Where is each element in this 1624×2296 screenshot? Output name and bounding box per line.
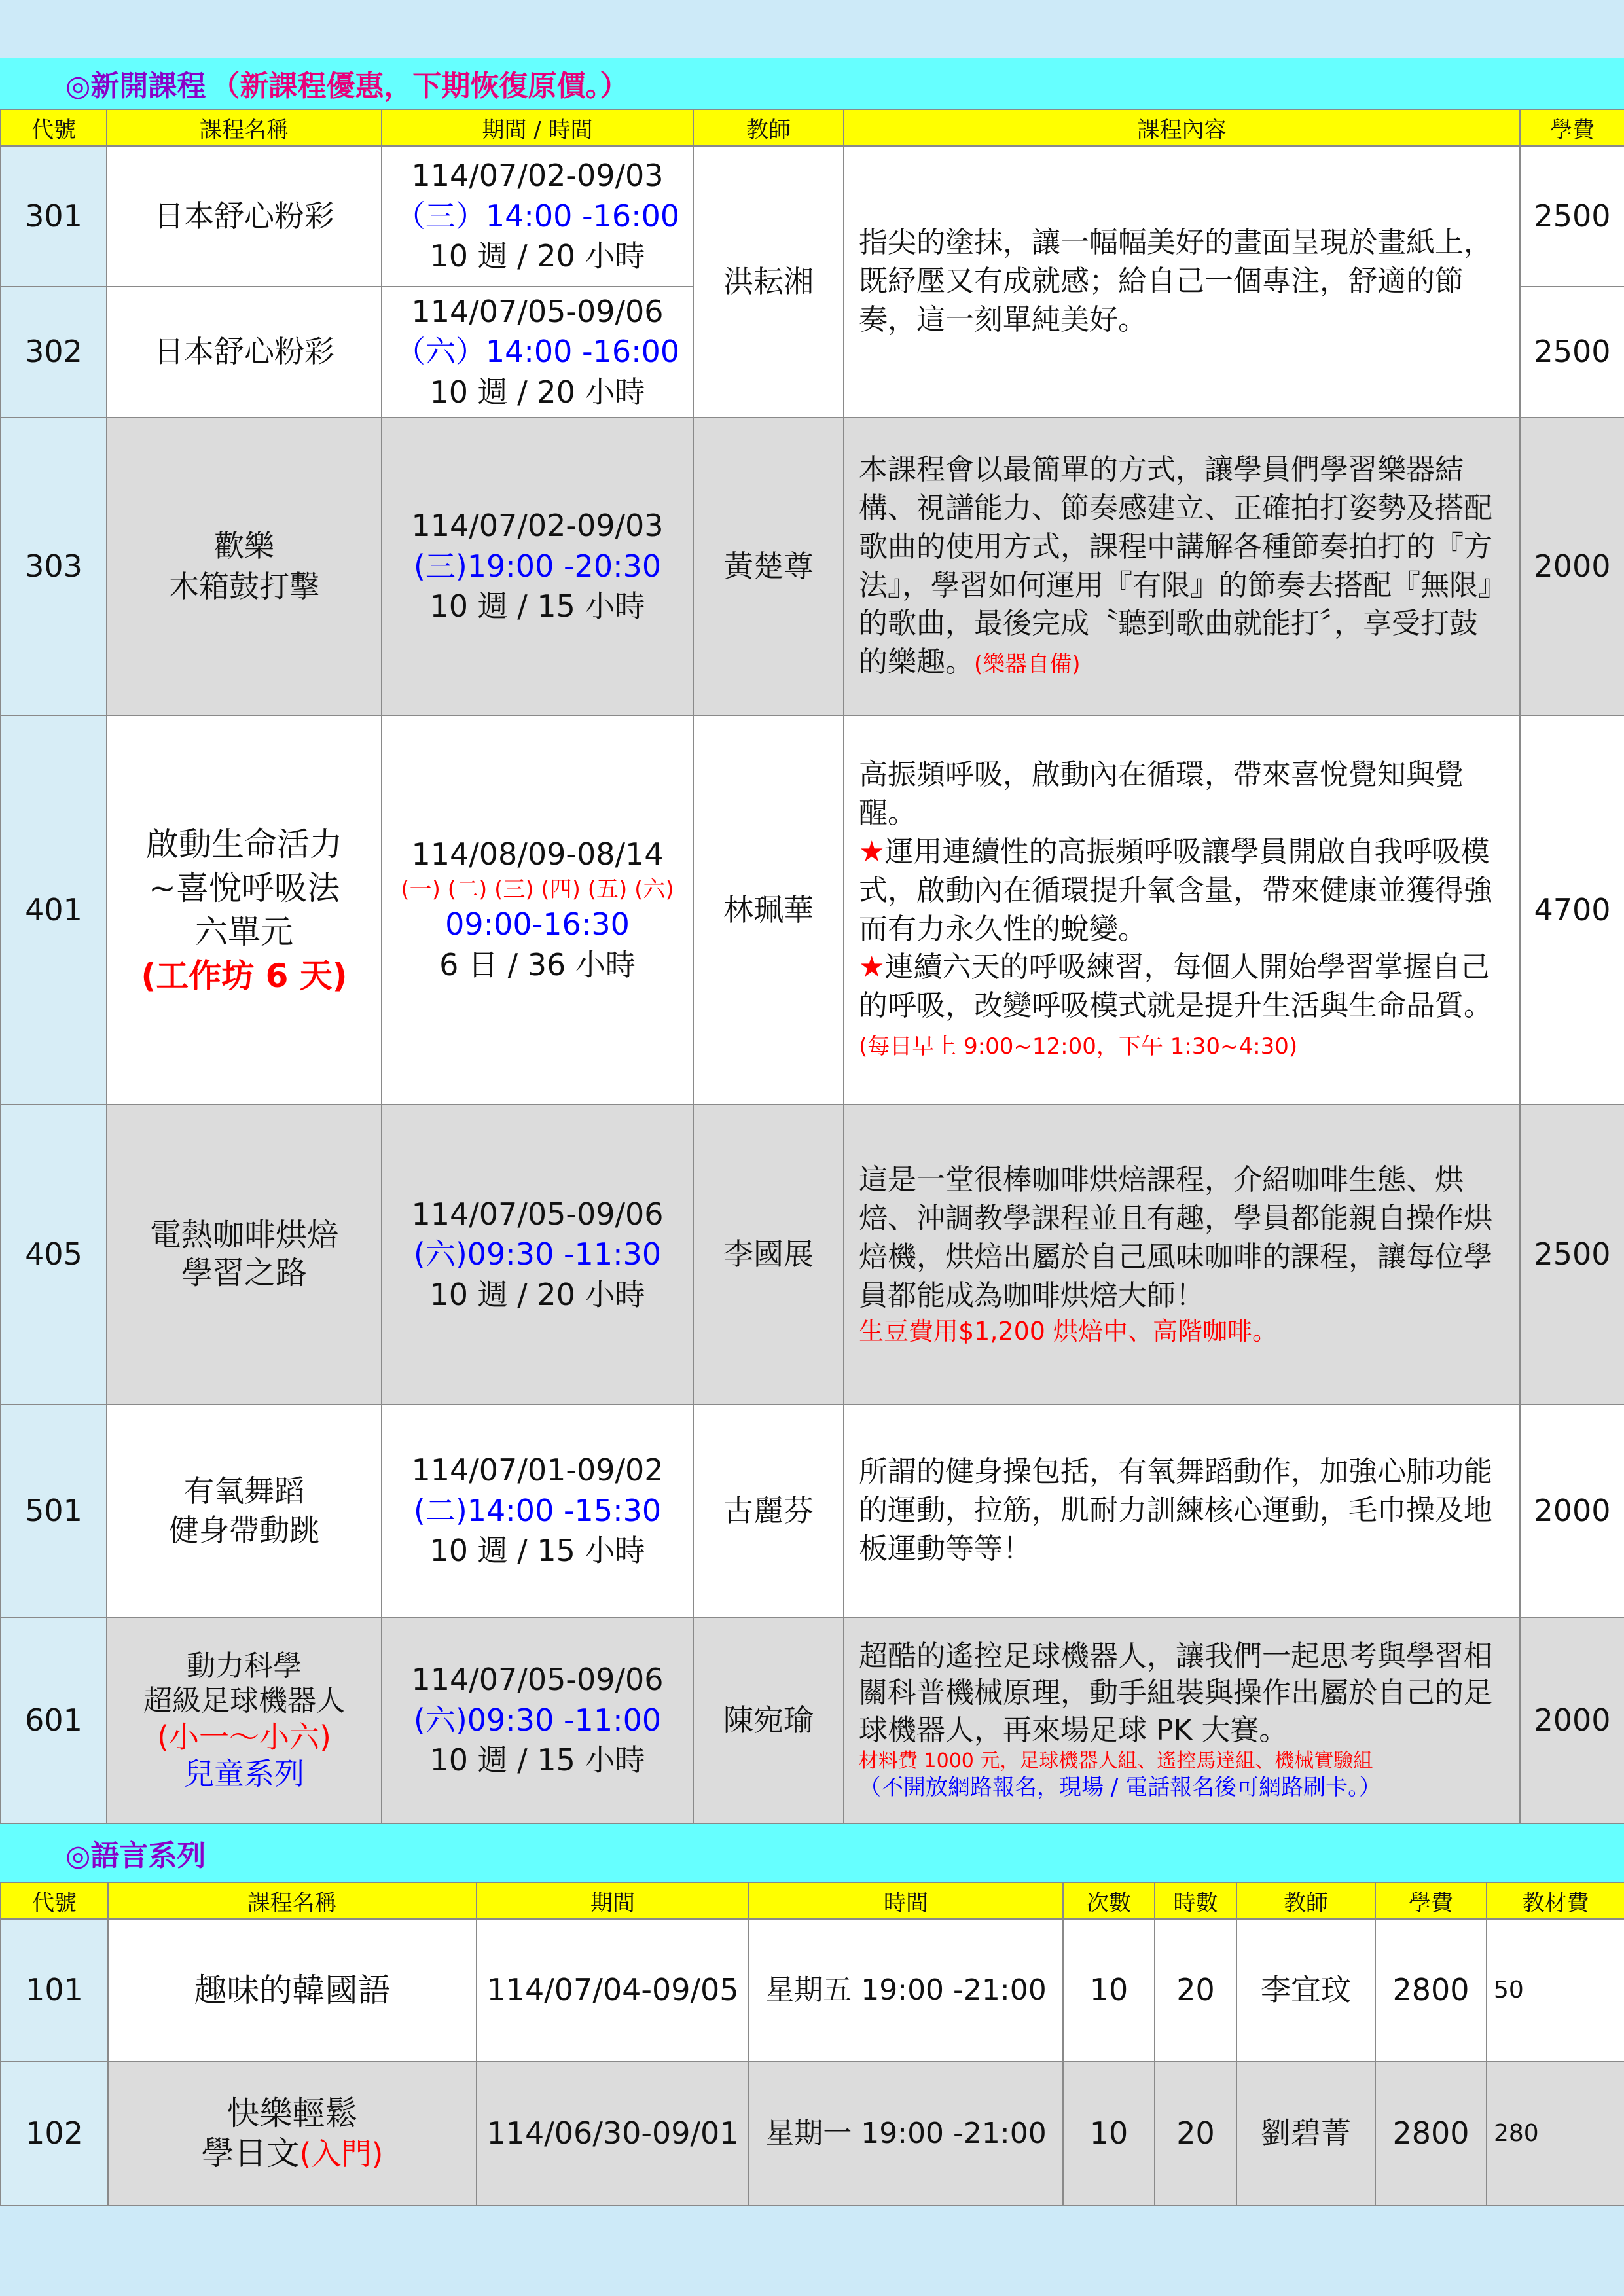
course-name-line: 有氧舞蹈 <box>184 1473 304 1509</box>
course-name-line: 學日文 <box>201 2134 300 2172</box>
section-header-new-courses <box>0 58 1624 109</box>
course-period <box>382 287 693 418</box>
course-content <box>844 418 1520 715</box>
period-dates: 114/07/05-09/06 <box>411 293 664 329</box>
course-period <box>382 146 693 287</box>
period-time: (三)19:00 -20:30 <box>413 548 662 584</box>
course-fee: 2500 <box>1520 146 1624 287</box>
course-period: 114/06/30-09/01 <box>477 2062 749 2206</box>
period-hours: 10 週 / 15 小時 <box>429 1533 645 1569</box>
course-fee: 2500 <box>1520 1105 1624 1405</box>
course-period <box>382 418 693 715</box>
section-note: （新課程優惠，下期恢復原價。） <box>211 69 629 103</box>
course-content <box>844 146 1520 418</box>
table-row <box>1 1105 1624 1405</box>
period-time: （三）14:00 -16:00 <box>395 198 680 234</box>
content-paragraph <box>859 948 1505 1064</box>
col-header-sessions: 次數 <box>1063 1882 1155 1919</box>
course-fee: 2000 <box>1520 1617 1624 1823</box>
course-sessions: 10 <box>1063 2062 1155 2206</box>
star-icon: ★ <box>859 834 885 869</box>
course-name-line: 歡樂 <box>214 528 274 564</box>
period-dates: 114/07/02-09/03 <box>411 158 664 194</box>
course-name-note: (入門) <box>299 2136 384 2172</box>
col-header-fee: 學費 <box>1375 1882 1487 1919</box>
course-content <box>844 1405 1520 1617</box>
col-header-name: 課程名稱 <box>108 1882 477 1919</box>
col-header-teacher: 教師 <box>1236 1882 1375 1919</box>
course-name: 日本舒心粉彩 <box>107 146 382 287</box>
course-fee: 2500 <box>1520 287 1624 418</box>
course-material-fee: 280 <box>1487 2062 1624 2206</box>
course-name-line: 健身帶動跳 <box>169 1512 319 1548</box>
content-text: 這是一堂很棒咖啡烘焙課程，介紹咖啡生態、烘焙、沖調教學課程並且有趣，學員都能親自操作烘焙機，烘焙出屬於自己風味咖啡的課程，讓每位學員都能成為咖啡烘焙大師！ <box>859 1162 1492 1312</box>
course-content <box>844 1617 1520 1823</box>
course-code: 301 <box>1 146 107 287</box>
content-text: 連續六天的呼吸練習，每個人開始學習掌握自己的呼吸，改變呼吸模式就是提升生活與生命品質。 <box>859 950 1492 1023</box>
period-hours: 10 週 / 20 小時 <box>429 374 645 410</box>
period-time: (六)09:30 -11:00 <box>413 1702 662 1738</box>
course-name <box>107 1617 382 1823</box>
period-dates: 114/08/09-08/14 <box>411 836 664 872</box>
col-header-hours: 時數 <box>1155 1882 1236 1919</box>
course-name <box>107 715 382 1105</box>
period-time: 09:00-16:30 <box>445 906 630 942</box>
table-header-row <box>1 109 1624 146</box>
table-row <box>1 418 1624 715</box>
period-time: (六)09:30 -11:30 <box>413 1236 662 1272</box>
content-text: 所謂的健身操包括，有氧舞蹈動作，加強心肺功能的運動，拉筋，肌耐力訓練核心運動，毛巾操及地板運動等等！ <box>859 1455 1492 1566</box>
course-name-line: 六單元 <box>195 912 293 951</box>
course-name-line-2 <box>109 2134 476 2174</box>
period-hours: 10 週 / 20 小時 <box>429 1276 645 1312</box>
course-teacher: 李宜玟 <box>1236 1919 1375 2062</box>
course-teacher: 陳宛瑜 <box>693 1617 844 1823</box>
col-header-code: 代號 <box>1 1882 108 1919</box>
content-text: 本課程會以最簡單的方式，讓學員們學習樂器結構、視譜能力、節奏感建立、正確拍打姿勢及搭配歌曲的使用方式，課程中講解各種節奏拍打的『方法』，學習如何運用『有限』的節奏去搭配『無限』的歌曲，最後完成〝聽到歌曲就能打〞，享受打鼓的樂趣。 <box>859 452 1492 679</box>
period-hours: 10 週 / 15 小時 <box>429 1742 645 1778</box>
course-name <box>107 1405 382 1617</box>
course-period: 114/07/04-09/05 <box>477 1919 749 2062</box>
section-title: ◎語言系列 <box>65 1839 206 1873</box>
course-code: 501 <box>1 1405 107 1617</box>
course-hours: 20 <box>1155 1919 1236 2062</box>
content-text: 高振頻呼吸，啟動內在循環，帶來喜悅覺知與覺醒。 <box>859 757 1464 830</box>
period-hours: 10 週 / 20 小時 <box>429 238 645 274</box>
course-teacher: 黃楚尊 <box>693 418 844 715</box>
table-row <box>1 715 1624 1105</box>
course-code: 601 <box>1 1617 107 1823</box>
course-page <box>0 58 1624 2206</box>
language-courses-table <box>0 1882 1624 2206</box>
course-fee: 2000 <box>1520 418 1624 715</box>
period-time: （六）14:00 -16:00 <box>395 334 680 370</box>
course-code: 303 <box>1 418 107 715</box>
content-note: (每日早上 9:00~12:00，下午 1:30~4:30) <box>859 1033 1298 1060</box>
course-name-line: 動力科學 <box>187 1649 302 1683</box>
course-name-line: 木箱鼓打擊 <box>169 568 319 604</box>
course-content <box>844 1105 1520 1405</box>
course-name-line: ~喜悅呼吸法 <box>149 869 340 907</box>
col-header-content: 課程內容 <box>844 109 1520 146</box>
col-header-period: 期間 <box>477 1882 749 1919</box>
period-hours: 10 週 / 15 小時 <box>429 588 645 624</box>
col-header-code: 代號 <box>1 109 107 146</box>
table-row <box>1 1405 1624 1617</box>
course-teacher: 李國展 <box>693 1105 844 1405</box>
course-name-line: 啟動生命活力 <box>146 825 342 863</box>
content-note: 生豆費用$1,200 烘焙中、高階咖啡。 <box>859 1317 1278 1346</box>
col-header-material: 教材費 <box>1487 1882 1624 1919</box>
course-fee: 2800 <box>1375 1919 1487 2062</box>
content-paragraph <box>859 833 1505 949</box>
course-code: 302 <box>1 287 107 418</box>
col-header-period: 期間 / 時間 <box>382 109 693 146</box>
course-period <box>382 1105 693 1405</box>
col-header-teacher: 教師 <box>693 109 844 146</box>
course-name: 日本舒心粉彩 <box>107 287 382 418</box>
course-material-fee: 50 <box>1487 1919 1624 2062</box>
course-name: 趣味的韓國語 <box>108 1919 477 2062</box>
content-text: 運用連續性的高振頻呼吸讓學員開啟自我呼吸模式，啟動內在循環提升氧含量，帶來健康並獲得強而有力永久性的蛻變。 <box>859 834 1492 946</box>
period-time: (二)14:00 -15:30 <box>413 1492 662 1528</box>
course-period <box>382 1405 693 1617</box>
course-series: 兒童系列 <box>184 1756 304 1792</box>
section-title: ◎新開課程 <box>65 69 206 103</box>
course-content <box>844 715 1520 1105</box>
period-days: (一) (二) (三) (四) (五) (六) <box>401 876 674 903</box>
course-fee: 2800 <box>1375 2062 1487 2206</box>
section-header-language <box>0 1824 1624 1882</box>
course-name <box>108 2062 477 2206</box>
star-icon: ★ <box>859 950 885 984</box>
table-row <box>1 1919 1624 2062</box>
content-text: 超酷的遙控足球機器人，讓我們一起思考與學習相關科普機械原理，動手組裝與操作出屬於自己的足球機器人，再來場足球 PK 大賽。 <box>859 1640 1492 1747</box>
course-sessions: 10 <box>1063 1919 1155 2062</box>
course-name-note: (工作坊 6 天) <box>141 956 348 995</box>
course-teacher: 林珮華 <box>693 715 844 1105</box>
course-code: 401 <box>1 715 107 1105</box>
col-header-fee: 學費 <box>1520 109 1624 146</box>
table-row <box>1 2062 1624 2206</box>
course-code: 101 <box>1 1919 108 2062</box>
course-code: 102 <box>1 2062 108 2206</box>
course-name-line: 電熱咖啡烘焙 <box>149 1217 338 1254</box>
course-period <box>382 1617 693 1823</box>
period-dates: 114/07/05-09/06 <box>411 1662 664 1698</box>
course-period <box>382 715 693 1105</box>
content-note: (樂器自備) <box>974 651 1081 678</box>
content-text: 指尖的塗抹，讓一幅幅美好的畫面呈現於畫紙上，既紓壓又有成就感；給自己一個專注，舒適的節奏，這一刻單純美好。 <box>859 226 1492 336</box>
course-hours: 20 <box>1155 2062 1236 2206</box>
course-teacher: 劉碧菁 <box>1236 2062 1375 2206</box>
course-name <box>107 1105 382 1405</box>
course-time: 星期一 19:00 -21:00 <box>749 2062 1063 2206</box>
new-courses-table <box>0 109 1624 1824</box>
course-name-line: 快樂輕鬆 <box>226 2094 358 2132</box>
course-name <box>107 418 382 715</box>
course-code: 405 <box>1 1105 107 1405</box>
course-time: 星期五 19:00 -21:00 <box>749 1919 1063 2062</box>
period-dates: 114/07/02-09/03 <box>411 508 664 544</box>
table-header-row <box>1 1882 1624 1919</box>
course-name-line: 學習之路 <box>181 1255 307 1291</box>
content-note: （不開放網路報名，現場 / 電話報名後可網路刷卡。） <box>859 1774 1382 1801</box>
col-header-name: 課程名稱 <box>107 109 382 146</box>
period-dates: 114/07/01-09/02 <box>411 1452 664 1488</box>
table-row <box>1 1617 1624 1823</box>
period-hours: 6 日 / 36 小時 <box>439 947 636 983</box>
course-teacher: 古麗芬 <box>693 1405 844 1617</box>
col-header-time: 時間 <box>749 1882 1063 1919</box>
table-row <box>1 146 1624 287</box>
course-teacher: 洪耘湘 <box>693 146 844 418</box>
course-name-line: 超級足球機器人 <box>143 1684 345 1718</box>
course-fee: 2000 <box>1520 1405 1624 1617</box>
content-note: 材料費 1000 元，足球機器人組、遙控馬達組、機械實驗組 <box>859 1749 1373 1773</box>
period-dates: 114/07/05-09/06 <box>411 1196 664 1232</box>
course-name-note: (小一～小六) <box>157 1719 331 1755</box>
course-fee: 4700 <box>1520 715 1624 1105</box>
